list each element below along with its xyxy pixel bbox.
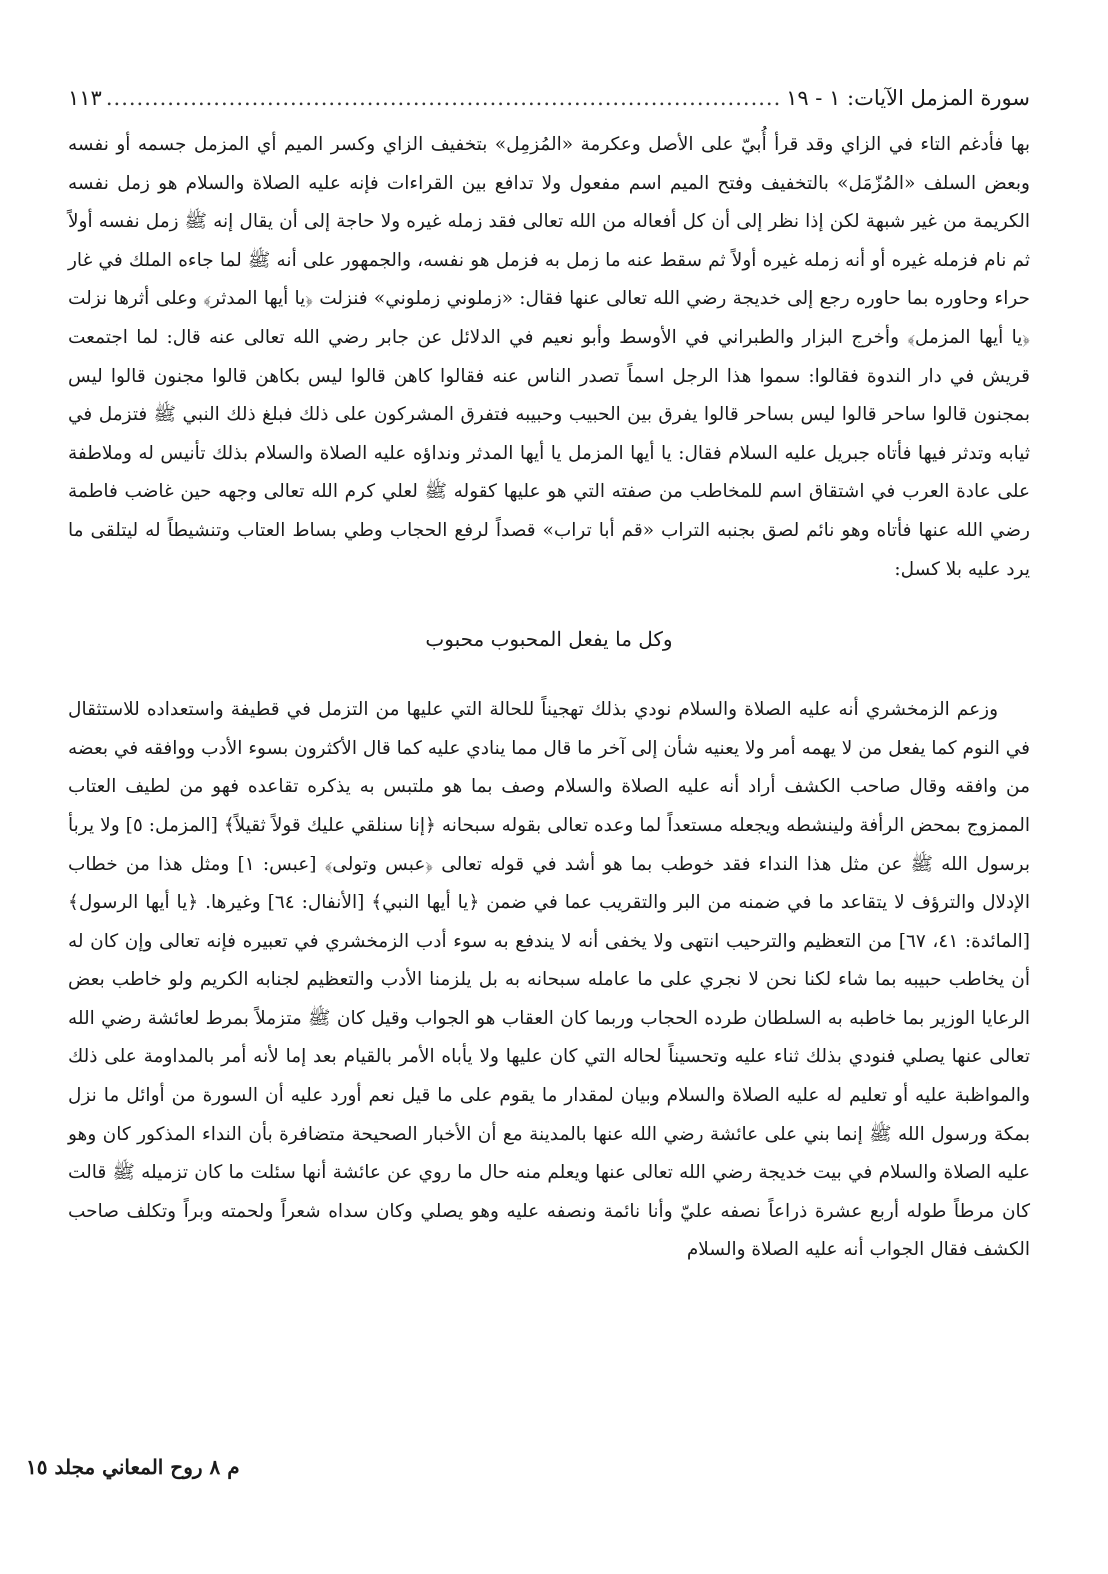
poetry-verse: وكل ما يفعل المحبوب محبوب bbox=[425, 627, 673, 652]
paragraph-1: بها فأدغم التاء في الزاي وقد قرأ أُبيّ على الأصل وعكرمة «المُزمِل» بتخفيف الزاي وكسر الميم أي المزمل جسمه أو نفسه وبعض السلف «المُزّمَل» بالتخفيف وفتح الميم اسم مفعول ولا تدافع بين القراءات فإنه عليه الصلاة والسلام هو زمل نفسه الكريمة من غير شبهة لكن إذا نظر إلى أن كل أفعاله من الله تعالى فقد زمله غيره ولا حاجة إلى أن يقال إنه ﷺ زمل نفسه أولاً ثم نام فزمله غيره أو أنه زمله غيره أولاً ثم سقط عنه ما زمل به فزمل هو نفسه، والجمهور على أنه ﷺ لما جاءه الملك في غار حراء وحاوره بما حاوره رجع إلى خديجة رضي الله تعالى عنها فقال: «زملوني زملوني» فنزلت ﴿يا أيها المدثر﴾ وعلى أثرها نزلت ﴿يا أيها المزمل﴾ وأخرج البزار والطبراني في الأوسط وأبو نعيم في الدلائل عن جابر رضي الله تعالى عنه قال: لما اجتمعت قريش في دار الندوة فقالوا: سموا هذا الرجل اسماً تصدر الناس عنه فقالوا كاهن قالوا ليس بكاهن قالوا مجنون قالوا ليس بمجنون قالوا ساحر قالوا ليس بساحر قالوا يفرق بين الحبيب وحبيبه فتفرق المشركون على ذلك فبلغ ذلك النبي ﷺ فتزمل في ثيابه وتدثر فيها فأتاه جبريل عليه السلام فقال: يا أيها المزمل يا أيها المدثر ونداؤه عليه الصلاة والسلام بذلك تأنيس له وملاطفة على عادة العرب في اشتقاق اسم للمخاطب من صفته التي هو عليها كقوله ﷺ لعلي كرم الله تعالى وجهه حين غاضب فاطمة رضي الله عنها فأتاه وهو نائم لصق بجنبه التراب «قم أبا تراب» قصداً لرفع الحجاب وطي بساط العتاب وتنشيطاً له ليتلقى ما يرد عليه بلا كسل: bbox=[68, 134, 1030, 580]
paragraph-2: وزعم الزمخشري أنه عليه الصلاة والسلام نودي بذلك تهجيناً للحالة التي عليها من التزمل في قطيفة واستعداده للاستثقال في النوم كما يفعل من لا يهمه أمر ولا يعنيه شأن إلى آخر ما قال مما ينادي عليه كما قال الأكثرون بسوء الأدب ووافقه في بعضه من وافقه وقال صاحب الكشف أراد أنه عليه الصلاة والسلام وصف بما هو ملتبس به يذكره تقاعده فهو من لطيف العتاب الممزوج بمحض الرأفة ولينشطه ويجعله مستعداً لما وعده تعالى بقوله سبحانه ﴿إنا سنلقي عليك قولاً ثقيلاً﴾ [المزمل: ٥] ولا يربأ برسول الله ﷺ عن مثل هذا النداء فقد خوطب بما هو أشد في قوله تعالى ﴿عبس وتولى﴾ [عبس: ١] ومثل هذا من خطاب الإدلال والترؤف لا يتقاعد ما في ضمنه من البر والتقريب عما في ضمن ﴿يا أيها النبي﴾ [الأنفال: ٦٤] وغيرها. ﴿يا أيها الرسول﴾ [المائدة: ٤١، ٦٧] من التعظيم والترحيب انتهى ولا يخفى أنه لا يندفع به سوء أدب الزمخشري في تعبيره فإنه تعالى وإن كان له أن يخاطب حبيبه بما شاء لكنا نحن لا نجري على ما عامله سبحانه به بل يلزمنا الأدب والتعظيم لجنابه الكريم ولو خاطب بعض الرعايا الوزير بما خاطبه به السلطان طرده الحجاب وربما كان العقاب هو الجواب وقيل كان ﷺ متزملاً بمرط لعائشة رضي الله تعالى عنها يصلي فنودي بذلك ثناء عليه وتحسيناً لحاله التي كان عليها ولا يأباه الأمر بالقيام بعد إما لأنه أمر بالمداومة على ذلك والمواظبة عليه أو تعليم له عليه الصلاة والسلام وبيان لمقدار ما يقوم على ما قيل نعم أورد عليه أن السورة من أوائل ما نزل بمكة ورسول الله ﷺ إنما بني على عائشة رضي الله عنها بالمدينة مع أن الأخبار الصحيحة متضافرة بأن النداء المذكور كان وهو عليه الصلاة والسلام في بيت خديجة رضي الله تعالى عنها ويعلم منه حال ما روي عن عائشة أنها سئلت ما كان تزميله ﷺ قالت كان مرطاً طوله أربع عشرة ذراعاً نصفه عليّ وأنا نائمة ونصفه عليه وهو يصلي وكان سداه شعراً ولحمته وبراً وتكلف صاحب الكشف فقال الجواب أنه عليه الصلاة والسلام bbox=[68, 699, 1031, 1261]
page-number: ١١٣ bbox=[68, 86, 102, 110]
running-header bbox=[68, 86, 1030, 126]
footer-signature: م ٨ روح المعاني مجلد ١٥ bbox=[26, 1455, 240, 1479]
book-page bbox=[68, 86, 1030, 1556]
header-leader-dots bbox=[106, 86, 782, 110]
header-title: سورة المزمل الآيات: ١ - ١٩ bbox=[786, 86, 1030, 110]
